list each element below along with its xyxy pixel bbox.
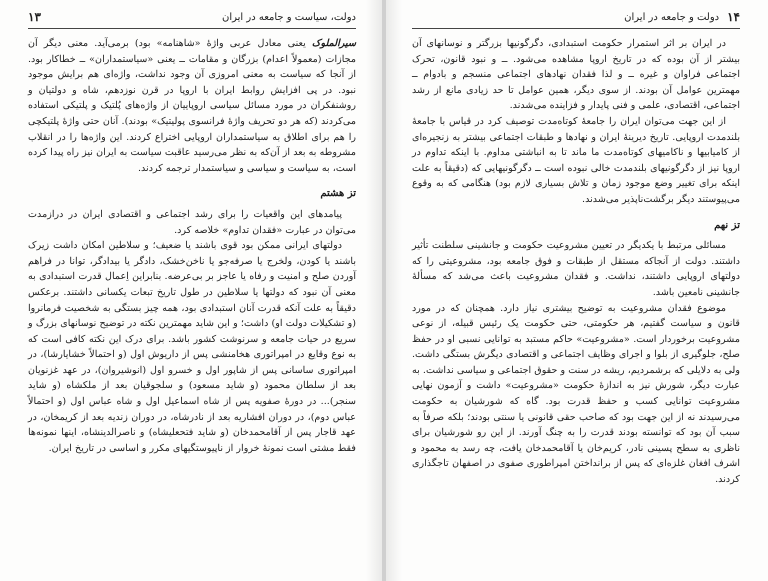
- header-rule: [28, 28, 356, 29]
- page-number: ۱۴: [727, 10, 740, 24]
- paragraph: از این جهت می‌توان ایران را جامعهٔ کوتاه‌مدت توصیف کرد در قیاس با جامعهٔ بلندمدت اروپایی. تاریخ دیرینهٔ ایران و نهادها و طبقات اجتماعی بیشتر به زنجیره‌ای از کامیابیها و ناکامیهای کوتاه‌مدت ما ماند تا به انباشتی مداوم. با اینکه تداوم در اروپا نیز از دگرگونیهای بلندمدت خالی نبوده است ــ دگرگونیهایی که (دقیقاً به علت اینکه برای تغییر وضع موجود زمان و تلاش بسیاری لازم بود) هنگامی که به وقوع می‌پیوستند دیگر برگشت‌ناپذیر می‌شدند.: [412, 115, 740, 205]
- paragraph: در ایران بر اثر استمرار حکومت استبدادی، دگرگونیها بزرگتر و نوسانهای آن بیشتر از آن بوده که در تاریخ اروپا مشاهده می‌شود. ــ و نبود قانون، تحرک اجتماعی فراوان و غیره ــ و لذا فقدان نهادهای اجتماعی منسجم و بادوام ــ مهمترین عوامل آن بودند. از سوی دیگر، همین عوامل تا حد زیادی مانع از رشد اجتماعی، اقتصادی، علمی و فنی پایدار و فزاینده می‌شدند.: [412, 38, 740, 112]
- left-page-header: [28, 8, 356, 26]
- paragraph: دولتهای ایرانی ممکن بود قوی باشند یا ضعیف؛ و سلاطین امکان داشت زیرک باشند یا کودن، ولخرج یا صرفه‌جو یا ناخن‌خشک، دادگر یا بیدادگر، توانا در فراهم آوردن صلح و امنیت و رفاه یا عاجز بر بی‌عرضه. بنابراین اِعمال قدرت استبدادی به معنی آن نبود که دولتها یا سلاطین در طول تاریخ تبعات یکسانی داشتند. برعکس دقیقاً به علت آنکه قدرت آنان استبدادی بود، همه چیز بستگی به شخصیت فرمانروا (و تشکیلات دولت او) داشت؛ و این شاید مهمترین نکته در توضیح نوسانهای بزرگ و سریع در حیات جامعه و سرنوشت کشور باشد. برای درک این نکته کافی است که به نوع وقایع در امپراتوری هخامنشی پس از داریوش اول (و احتمالاً خشایارشا)، در امپراتوری ساسانی پس از شاپور اول و خسرو اول (انوشیروان)، در عهد غزنویان بعد از سلطان محمود (و شاید مسعود) و سلجوقیان بعد از ملکشاه (و شاید سنجر)... در دورهٔ صفویه پس از شاه اسماعیل اول و شاه عباس اول (و احتمالاً عباس دوم)، در دوران افشاریه بعد از نادرشاه، در دوران زندیه بعد از کریمخان، در عهد قاجار پس از آقامحمدخان (و شاید فتحعلیشاه) و ناصرالدینشاه، اینها نمونه‌ها فقط مشتی است نمونهٔ خروار از ناپیوستگیهای مکرر و اساسی در تاریخ ایران.: [28, 240, 356, 454]
- running-head: دولت، سیاست و جامعه در ایران: [222, 11, 356, 23]
- paragraph: موضوع فقدان مشروعیت به توضیح بیشتری نیاز دارد. همچنان که در مورد قانون و سیاست گفتیم، هر حکومتی، حتی حکومت یک رئیس قبیله، از نوعی مشروعیت برخوردار است. «مشروعیت» حاکم مستبد به توانایی نسبی او در حفظ صلح، جلوگیری از بلوا و اجرای وظایف اجتماعی و اقتصادی دیگرش بستگی داشت. ولی به دلایلی که برشمردیم، ریشه در سنت و حقوق اجتماعی و سیاسی نداشت. به عبارت دیگر، شورش نیز به اندازهٔ حکومت «مشروعیت» داشت و آزمون نهایی مشروعیت توانایی کسب و حفظ قدرت بود. گاه که شورشیان به حکومت می‌رسیدند نه از این جهت بود که صاحب حقی قانونی یا سنتی بودند؛ بلکه صرفاً به سبب آن بود که توانسته بودند قدرت را به چنگ آورند. از این رو شورشیان برای ناظری به سطح پسینی نادر، کریم‌خان یا آقامحمدخان یافت، چه رسد به محمود و اشرف افغان غلزه‌ای که پس از برانداختن امپراطوری صفوی در اصفهان تاجگذاری کردند.: [412, 302, 740, 486]
- paragraph: مسائلی مرتبط با یکدیگر در تعیین مشروعیت حکومت و جانشینی سلطنت تأثیر داشتند. دولت از آنجاکه مستقل از طبقات و فوق جامعه بود، مشروعیتی را که دولتهای اروپایی داشتند، نداشت. و فقدان مشروعیت باعث می‌شد که مسألهٔ جانشینی نامعین باشد.: [412, 240, 740, 298]
- paragraph-text: یعنی معادل عربی واژهٔ «شاهنامه» بود) برمی‌آید. معنی دیگر آن مجازات (معمولاً اعدام) بزرگان و مقامات ــ یعنی «سیاستمداران» ــ خطاکار بود. از آنجا که سیاست به معنی امروزی آن وجود نداشت، واژه‌ای هم برایش موجود نبود. در پی افزایش روابط ایران با اروپا در قرن نوزدهم، شاه و دولتیان و روشنفکران در مورد مسائل سیاسی اروپاییان از واژه‌های پُلتیک و پلتیکی استفاده می‌کردند (که هر دو تحریف واژهٔ فرانسوی پولیتیک» بودند). آنان حتی واژهٔ پلتیکچی را هم برای اطلاق به سیاستمداران اروپایی اختراع کردند. این واژه‌ها را در انقلاب مشروطه به بعد از آن‌که به نظر می‌رسید عاقبت سیاست به ایران نیز راه پیدا کرده است، به سیاست و سیاسی و سیاستمدار ترجمه کردند.: [28, 38, 356, 174]
- running-head: دولت و جامعه در ایران: [624, 11, 720, 23]
- paragraph: پیامدهای این واقعیات را برای رشد اجتماعی و اقتصادی ایران در درازمدت می‌توان در عبارت «فقدان تداوم» خلاصه کرد.: [28, 208, 356, 236]
- section-heading: تز هشتم: [320, 188, 356, 200]
- paragraph: [28, 36, 356, 176]
- gutter-shadow-right: [386, 0, 402, 581]
- header-rule: [412, 28, 740, 29]
- right-page-header: [412, 8, 740, 26]
- right-page: [384, 0, 768, 581]
- page-number: ۱۳: [28, 10, 41, 24]
- left-page-body: [28, 36, 356, 456]
- gutter-shadow-left: [366, 0, 382, 581]
- emphasized-term: سیرالملوک: [311, 38, 356, 49]
- section-heading: تز نهم: [714, 219, 740, 231]
- right-page-body: [412, 36, 740, 488]
